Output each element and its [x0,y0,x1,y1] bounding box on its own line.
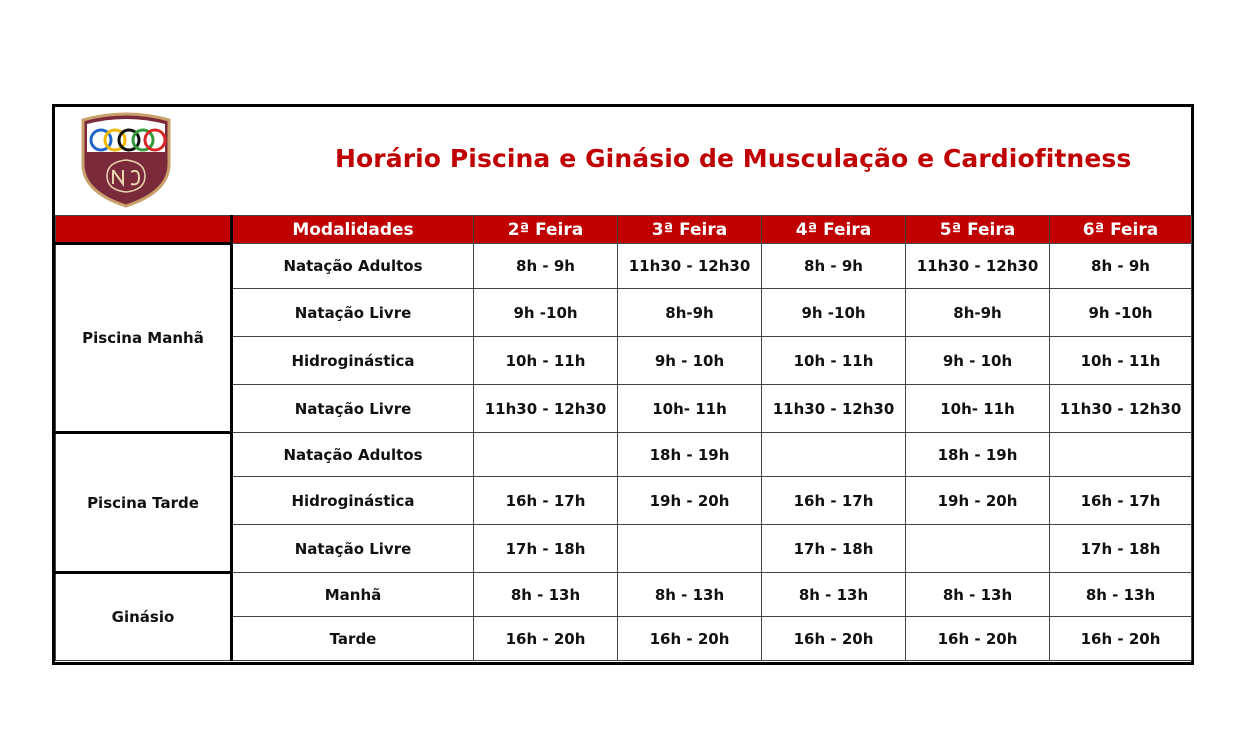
time-cell: 16h - 17h [1050,477,1192,525]
time-cell [1050,433,1192,477]
time-cell: 17h - 18h [1050,525,1192,573]
time-cell [762,433,906,477]
time-cell: 8h - 9h [474,244,618,289]
time-cell: 8h - 13h [1050,573,1192,617]
time-cell: 9h - 10h [618,337,762,385]
time-cell: 8h - 13h [618,573,762,617]
column-header-sexta: 6ª Feira [1050,216,1192,244]
time-cell: 18h - 19h [906,433,1050,477]
time-cell: 10h - 11h [762,337,906,385]
time-cell: 19h - 20h [906,477,1050,525]
time-cell: 8h - 13h [762,573,906,617]
activity-cell: Tarde [232,617,474,661]
group-label-piscina-tarde: Piscina Tarde [56,433,232,573]
time-cell [618,525,762,573]
time-cell: 11h30 - 12h30 [474,385,618,433]
time-cell [906,525,1050,573]
activity-cell: Natação Livre [232,289,474,337]
activity-cell: Manhã [232,573,474,617]
time-cell: 19h - 20h [618,477,762,525]
column-header-segunda: 2ª Feira [474,216,618,244]
time-cell: 10h- 11h [906,385,1050,433]
time-cell: 11h30 - 12h30 [762,385,906,433]
time-cell: 8h-9h [618,289,762,337]
time-cell: 16h - 20h [762,617,906,661]
activity-cell: Natação Adultos [232,244,474,289]
time-cell: 10h- 11h [618,385,762,433]
table-row [56,433,1192,477]
column-header-quinta: 5ª Feira [906,216,1050,244]
activity-cell: Hidroginástica [232,337,474,385]
time-cell: 16h - 17h [474,477,618,525]
activity-cell: Natação Livre [232,385,474,433]
page-title: Horário Piscina e Ginásio de Musculação e Cardiofitness [335,144,1132,173]
time-cell: 16h - 20h [906,617,1050,661]
table-header-row [56,216,1192,244]
time-cell: 9h - 10h [906,337,1050,385]
time-cell [474,433,618,477]
time-cell: 9h -10h [1050,289,1192,337]
time-cell: 11h30 - 12h30 [618,244,762,289]
club-logo-icon [77,112,175,208]
time-cell: 16h - 20h [618,617,762,661]
time-cell: 8h - 13h [474,573,618,617]
time-cell: 8h-9h [906,289,1050,337]
schedule-header [55,107,1191,216]
time-cell: 16h - 20h [1050,617,1192,661]
activity-cell: Hidroginástica [232,477,474,525]
table-row [56,573,1192,617]
time-cell: 18h - 19h [618,433,762,477]
schedule-sheet [52,104,1194,665]
time-cell: 10h - 11h [1050,337,1192,385]
time-cell: 8h - 13h [906,573,1050,617]
time-cell: 16h - 17h [762,477,906,525]
time-cell: 17h - 18h [762,525,906,573]
activity-cell: Natação Adultos [232,433,474,477]
group-label-piscina-manha: Piscina Manhã [56,244,232,433]
column-header-terca: 3ª Feira [618,216,762,244]
time-cell: 9h -10h [474,289,618,337]
column-header-quarta: 4ª Feira [762,216,906,244]
table-row [56,244,1192,289]
time-cell: 8h - 9h [1050,244,1192,289]
time-cell: 11h30 - 12h30 [906,244,1050,289]
header-corner-cell [56,216,232,244]
time-cell: 10h - 11h [474,337,618,385]
time-cell: 16h - 20h [474,617,618,661]
schedule-table [55,215,1192,661]
time-cell: 8h - 9h [762,244,906,289]
group-label-ginasio: Ginásio [56,573,232,661]
time-cell: 17h - 18h [474,525,618,573]
column-header-modalidades: Modalidades [232,216,474,244]
time-cell: 9h -10h [762,289,906,337]
activity-cell: Natação Livre [232,525,474,573]
time-cell: 11h30 - 12h30 [1050,385,1192,433]
